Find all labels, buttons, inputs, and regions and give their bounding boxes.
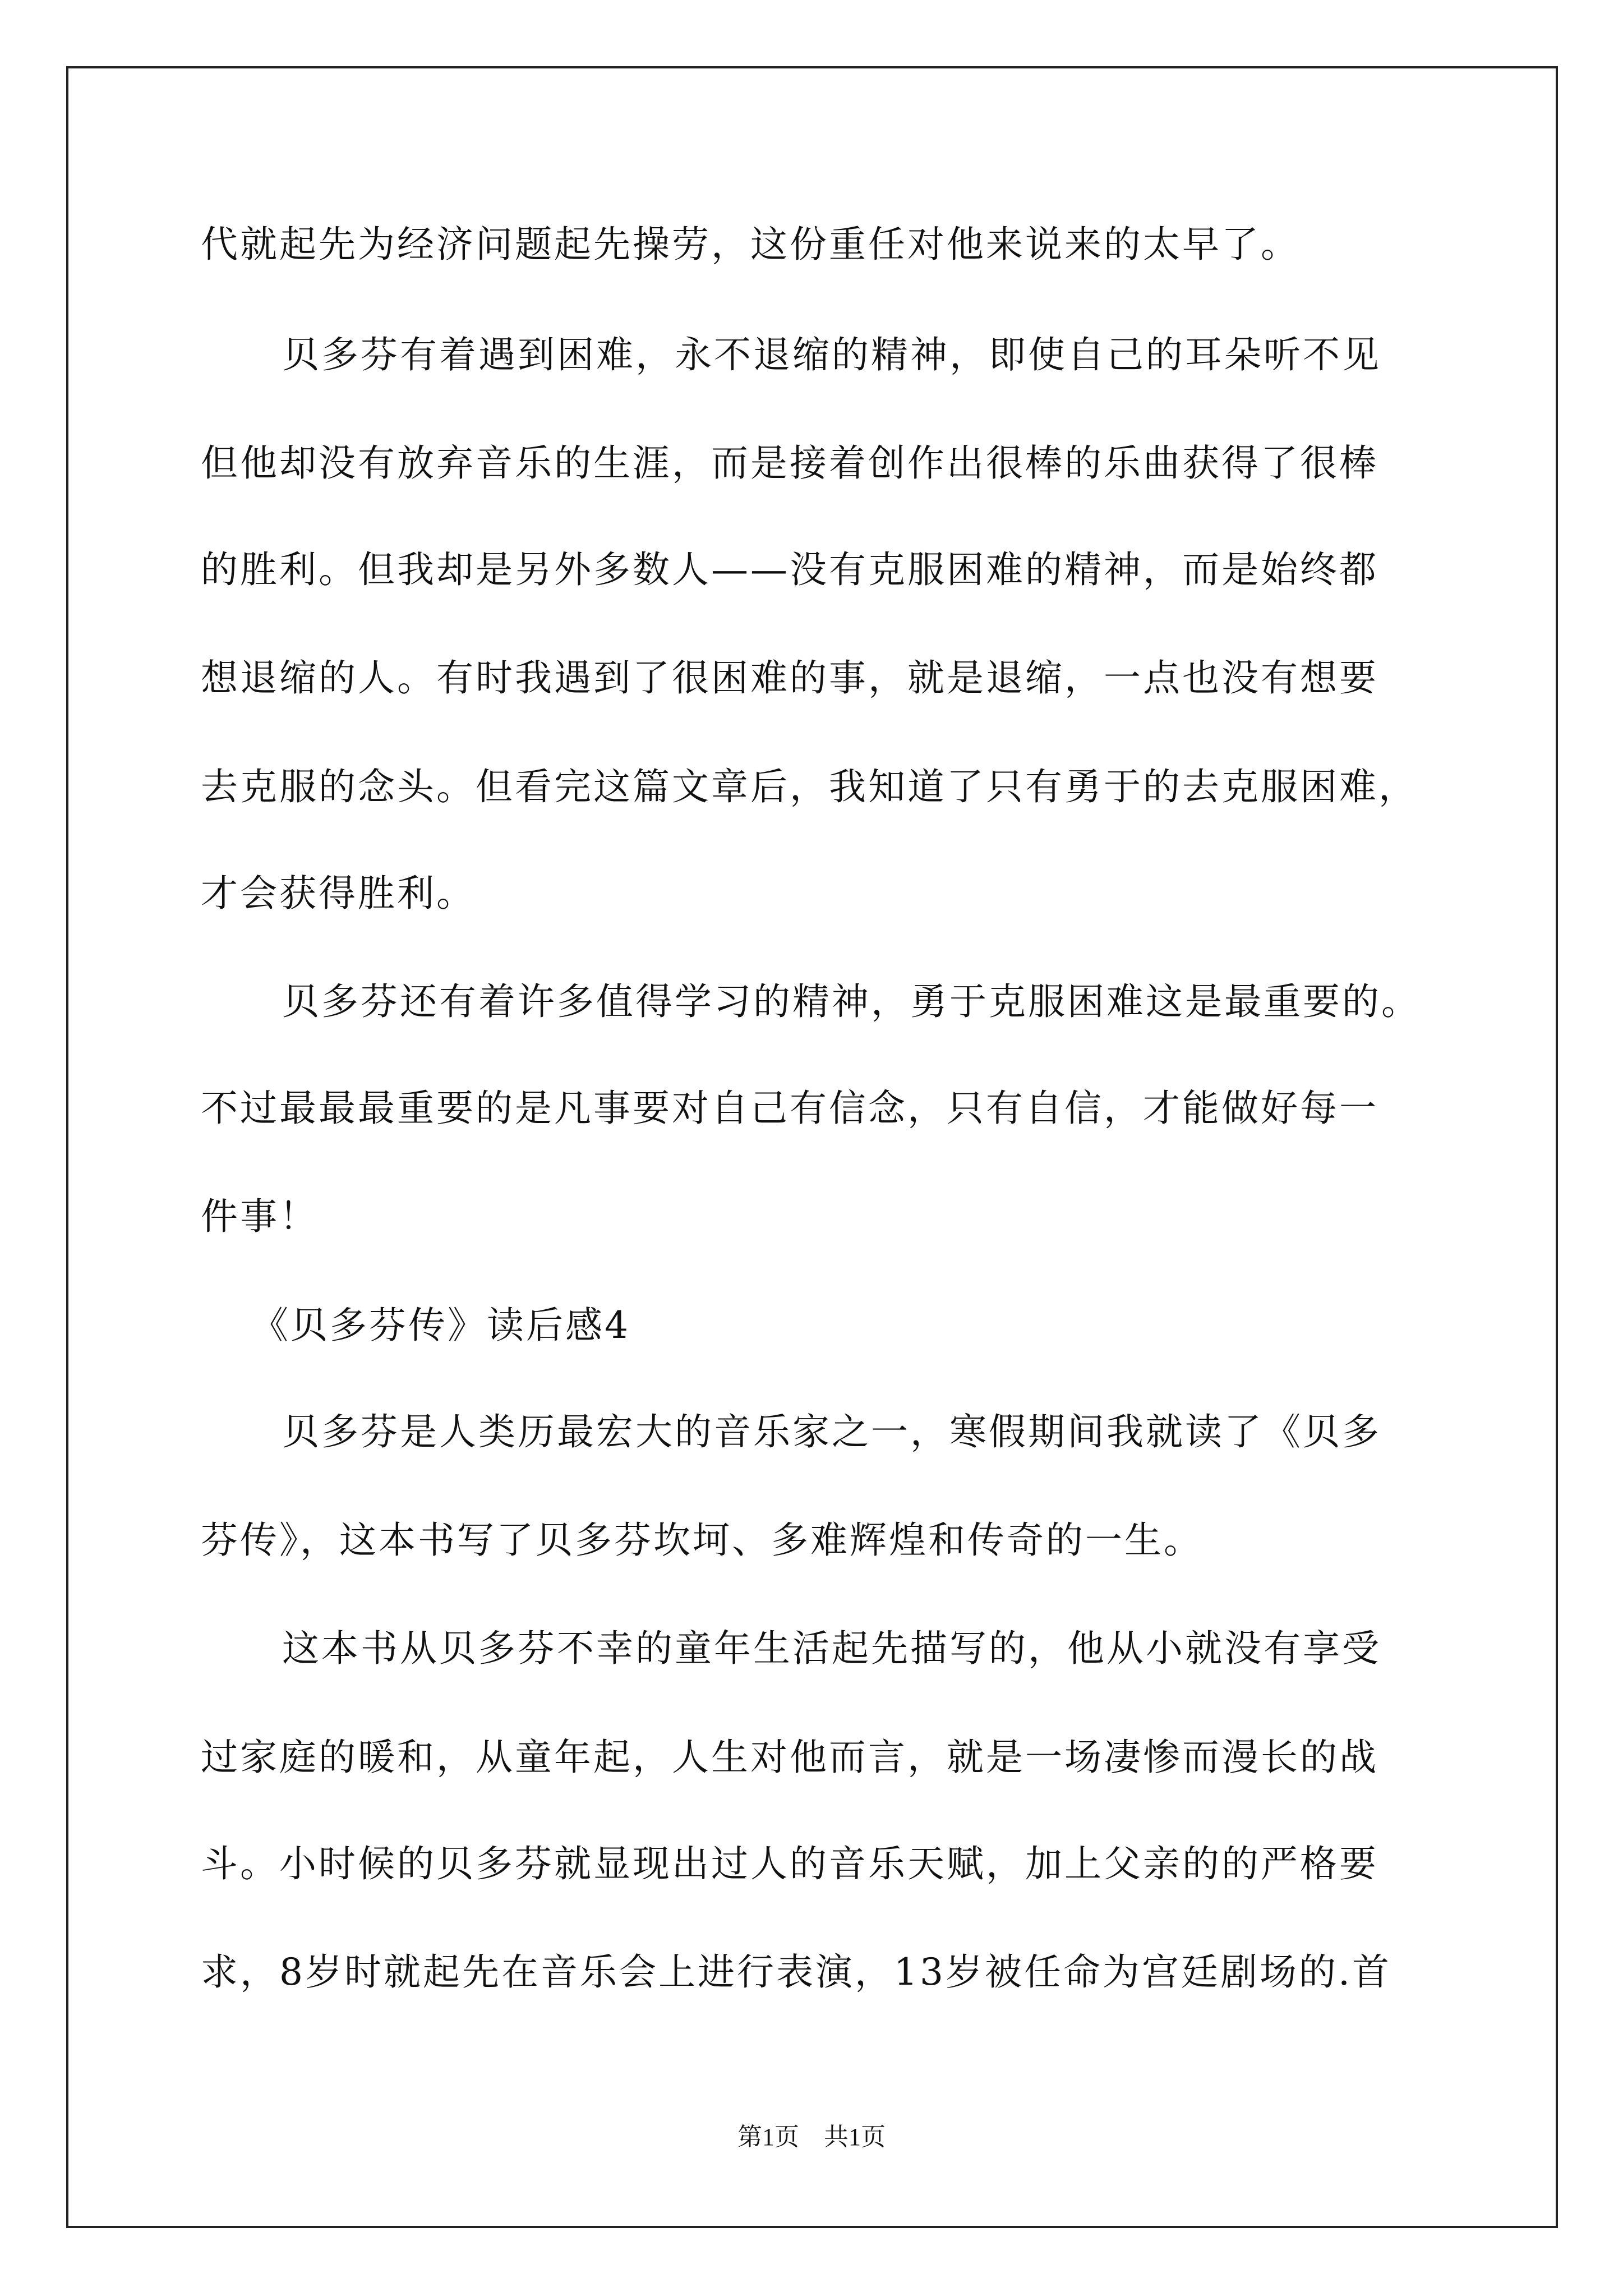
text-line: 件事！ [201, 1195, 319, 1238]
text-line: 想退缩的人。有时我遇到了很困难的事，就是退缩，一点也没有想要 [201, 656, 1378, 700]
text-line: 才会获得胜利。 [201, 872, 476, 915]
page-number: 第1页 [737, 2123, 799, 2151]
text-line: 不过最最最重要的是凡事要对自己有信念，只有自信，才能做好每一 [201, 1087, 1378, 1130]
text-line: 去克服的念头。但看完这篇文章后，我知道了只有勇于的去克服困难， [201, 765, 1418, 808]
text-line: 斗。小时候的贝多芬就显现出过人的音乐天赋，加上父亲的的严格要 [201, 1842, 1378, 1885]
text-line: 的胜利。但我却是另外多数人——没有克服困难的精神，而是始终都 [201, 548, 1378, 591]
text-line: 这本书从贝多芬不幸的童年生活起先描写的，他从小就没有享受 [282, 1627, 1381, 1670]
page-footer [0, 2125, 1623, 2150]
text-line: 但他却没有放弃音乐的生涯，而是接着创作出很棒的乐曲获得了很棒 [201, 441, 1378, 485]
text-line: 代就起先为经济问题起先操劳，这份重任对他来说来的太早了。 [201, 223, 1300, 266]
text-line: 贝多芬还有着许多值得学习的精神，勇于克服困难这是最重要的。 [282, 980, 1421, 1023]
text-line: 过家庭的暖和，从童年起，人生对他而言，就是一场凄惨而漫长的战 [201, 1736, 1378, 1779]
section-heading: 《贝多芬传》读后感4 [251, 1304, 630, 1347]
total-pages: 共1页 [824, 2123, 886, 2151]
text-line: 贝多芬是人类历最宏大的音乐家之一，寒假期间我就读了《贝多 [282, 1410, 1381, 1453]
text-line: 芬传》，这本书写了贝多芬坎坷、多难辉煌和传奇的一生。 [201, 1519, 1203, 1562]
text-line: 贝多芬有着遇到困难，永不退缩的精神，即使自己的耳朵听不见 [282, 333, 1381, 376]
text-line: 求，8岁时就起先在音乐会上进行表演，13岁被任命为宫廷剧场的.首 [201, 1950, 1391, 1994]
page-border [66, 66, 1558, 2228]
